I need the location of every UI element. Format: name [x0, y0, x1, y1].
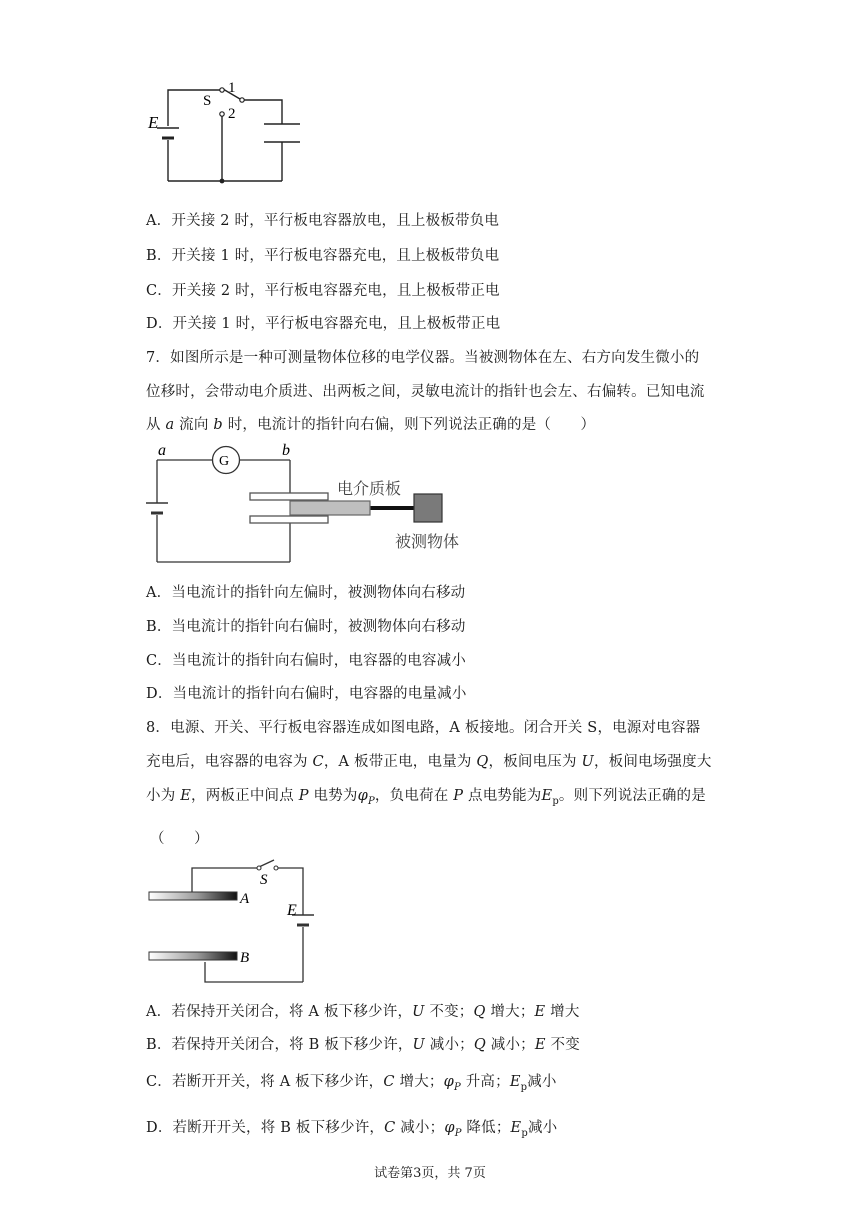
node-label-b: b — [282, 442, 290, 459]
displacement-sensor-diagram-q7 — [140, 440, 480, 566]
terminal-label-2: 2 — [228, 106, 236, 122]
battery-label-E: E — [287, 902, 297, 919]
q8-option-c: C．若断开开关，将 A 板下移少许，C 增大；$\varphi_P$ 升高；$E_p$减小 — [146, 1074, 557, 1093]
q8-stem-line2: 充电后，电容器的电容为 C，A 板带正电，电量为 Q，板间电压为 U，板间电场强度大 — [146, 754, 712, 770]
object-label: 被测物体 — [395, 532, 460, 551]
dielectric-label: 电介质板 — [337, 479, 402, 498]
plate-B — [149, 952, 237, 960]
q6-option-d: D．开关接 1 时，平行板电容器充电，且上极板带正电 — [146, 316, 501, 332]
battery-label-E: E — [148, 113, 159, 132]
q7-option-d: D．当电流计的指针向右偏时，电容器的电量减小 — [146, 686, 467, 702]
circuit-diagram-q6 — [140, 76, 310, 188]
galvanometer-label-G: G — [219, 454, 230, 469]
capacitor-circuit-diagram-q8 — [140, 858, 320, 988]
q7-option-a: A．当电流计的指针向左偏时，被测物体向右移动 — [146, 585, 466, 601]
q7-stem-line3: 从 a 流向 b 时，电流计的指针向右偏，则下列说法正确的是（ ） — [146, 417, 596, 433]
q8-stem-line1: 8．电源、开关、平行板电容器连成如图电路，A 板接地。闭合开关 S，电源对电容器 — [146, 720, 701, 736]
q8-answer-blank: （ ） — [150, 831, 209, 847]
terminal-label-1: 1 — [228, 80, 236, 96]
q7-option-c: C．当电流计的指针向右偏时，电容器的电容减小 — [146, 653, 466, 669]
q8-option-b: B．若保持开关闭合，将 B 板下移少许，U 减小；Q 减小；E 不变 — [146, 1037, 580, 1053]
q8-stem-line3: 小为 E，两板正中间点 P 电势为$\varphi_P$，负电荷在 P 点电势能为$E_p$。则下列说法正确的是 — [146, 788, 706, 807]
switch-label-S: S — [203, 93, 212, 109]
q7-stem-line2: 位移时，会带动电介质进、出两板之间，灵敏电流计的指针也会左、右偏转。已知电流 — [146, 384, 705, 400]
q8-option-d: D．若断开开关，将 B 板下移少许，C 减小；$\varphi_P$ 降低；$E_p$减小 — [146, 1120, 558, 1139]
page-footer: 试卷第3页，共 7页 — [374, 1166, 486, 1181]
plate-A — [149, 892, 237, 900]
q6-option-b: B．开关接 1 时，平行板电容器充电，且上极板带负电 — [146, 248, 500, 264]
node-label-a: a — [158, 442, 166, 459]
q7-stem-line1: 7．如图所示是一种可测量物体位移的电学仪器。当被测物体在左、右方向发生微小的 — [146, 350, 700, 366]
q7-option-b: B．当电流计的指针向右偏时，被测物体向右移动 — [146, 619, 466, 635]
dielectric-slab — [290, 501, 370, 515]
q6-option-c: C．开关接 2 时，平行板电容器充电，且上极板带正电 — [146, 283, 500, 299]
plate-label-B: B — [240, 950, 250, 966]
measured-object-block — [414, 494, 442, 522]
switch-label-S: S — [260, 872, 268, 888]
q8-option-a: A．若保持开关闭合，将 A 板下移少许，U 不变；Q 增大；E 增大 — [146, 1004, 580, 1020]
plate-label-A: A — [240, 891, 250, 907]
q6-option-a: A．开关接 2 时，平行板电容器放电，且上极板带负电 — [146, 213, 500, 229]
